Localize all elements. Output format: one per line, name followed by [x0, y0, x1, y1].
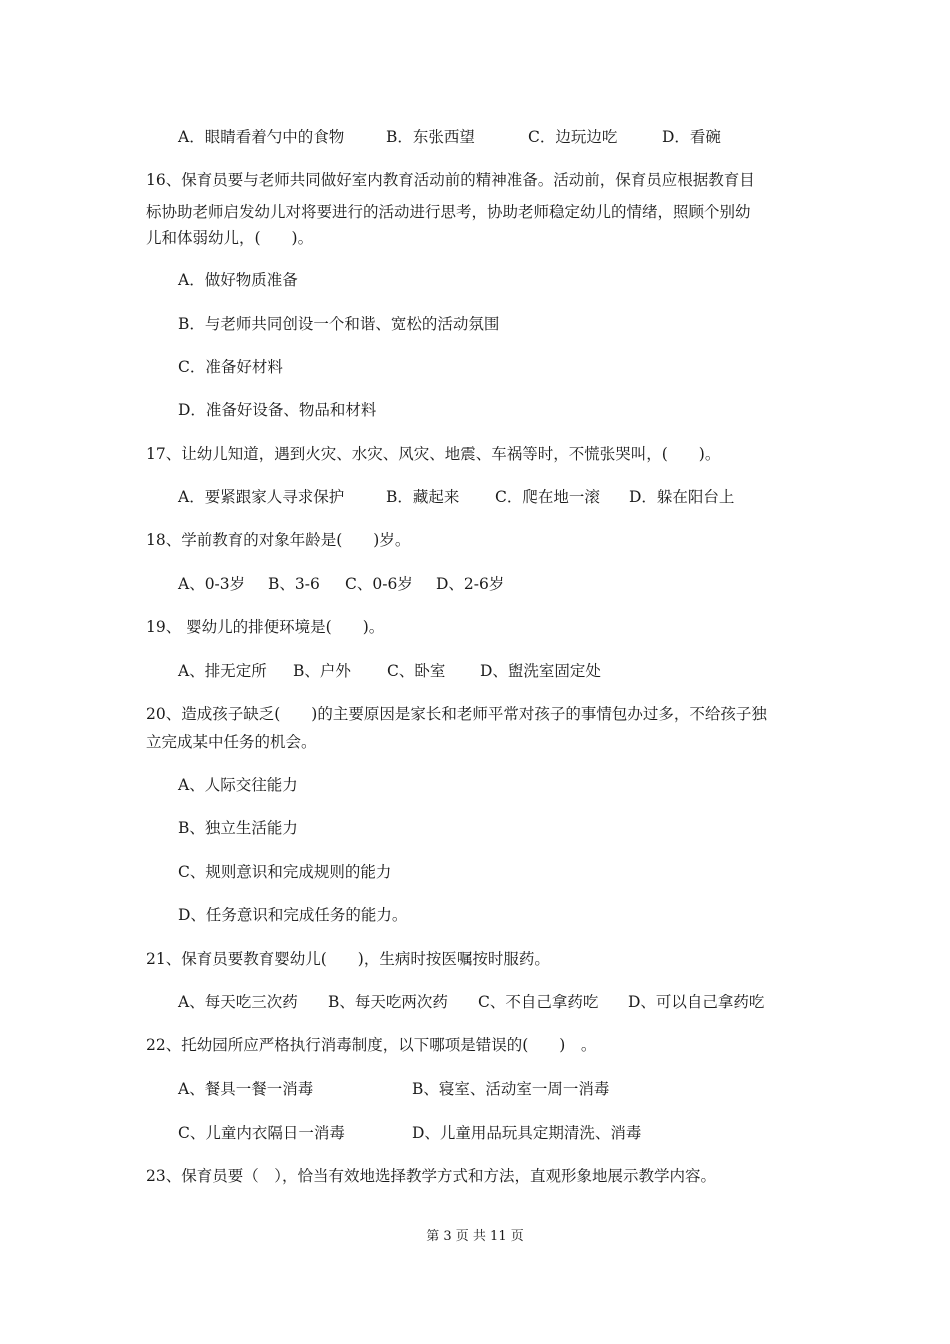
- q15-option-a: A．眼睛看着勺中的食物: [178, 128, 345, 146]
- q18-option-d: D、2-6岁: [436, 575, 505, 593]
- q15-option-d: D．看碗: [662, 128, 721, 146]
- q21-option-d: D、可以自己拿药吃: [628, 993, 765, 1011]
- q21-text: 21、保育员要教育婴幼儿( )，生病时按医嘱按时服药。: [146, 950, 550, 968]
- q16-text-line-1: 16、保育员要与老师共同做好室内教育活动前的精神准备。活动前，保育员应根据教育目: [146, 171, 755, 189]
- q19-text: 19、 婴幼儿的排便环境是( )。: [146, 618, 385, 636]
- q20-option-a: A、人际交往能力: [178, 776, 298, 794]
- q18-option-b: B、3-6: [268, 575, 320, 593]
- q16-text-line-3: 儿和体弱幼儿，( )。: [146, 229, 314, 247]
- q22-option-a: A、餐具一餐一消毒: [178, 1080, 314, 1098]
- q21-option-c: C、不自己拿药吃: [478, 993, 599, 1011]
- q16-text-line-2: 标协助老师启发幼儿对将要进行的活动进行思考，协助老师稳定幼儿的情绪，照顾个别幼: [146, 203, 751, 221]
- q18-option-a: A、0-3岁: [178, 575, 246, 593]
- q22-option-d: D、儿童用品玩具定期清洗、消毒: [412, 1124, 642, 1142]
- q17-option-c: C．爬在地一滚: [495, 488, 600, 506]
- q17-option-b: B．藏起来: [386, 488, 460, 506]
- q17-text: 17、让幼儿知道，遇到火灾、水灾、风灾、地震、车祸等时，不慌张哭叫，( )。: [146, 445, 721, 463]
- q23-text: 23、保育员要（ ），恰当有效地选择教学方式和方法，直观形象地展示教学内容。: [146, 1167, 716, 1185]
- q15-option-c: C．边玩边吃: [528, 128, 618, 146]
- q17-option-a: A．要紧跟家人寻求保护: [178, 488, 345, 506]
- q20-option-b: B、独立生活能力: [178, 819, 298, 837]
- q22-option-c: C、儿童内衣隔日一消毒: [178, 1124, 345, 1142]
- q17-option-d: D．躲在阳台上: [629, 488, 735, 506]
- q16-option-a: A．做好物质准备: [178, 271, 298, 289]
- q19-option-a: A、排无定所: [178, 662, 267, 680]
- q19-option-b: B、户外: [293, 662, 351, 680]
- q20-text-line-1: 20、造成孩子缺乏( )的主要原因是家长和老师平常对孩子的事情包办过多，不给孩子独: [146, 705, 767, 723]
- q20-option-d: D、任务意识和完成任务的能力。: [178, 906, 408, 924]
- q22-option-b: B、寝室、活动室一周一消毒: [412, 1080, 610, 1098]
- q20-option-c: C、规则意识和完成规则的能力: [178, 863, 392, 881]
- q16-option-c: C．准备好材料: [178, 358, 283, 376]
- q18-text: 18、学前教育的对象年龄是( )岁。: [146, 531, 411, 549]
- q22-text: 22、托幼园所应严格执行消毒制度，以下哪项是错误的( ) 。: [146, 1036, 597, 1054]
- q20-text-line-2: 立完成某中任务的机会。: [146, 733, 317, 751]
- q21-option-b: B、每天吃两次药: [328, 993, 448, 1011]
- q16-option-d: D．准备好设备、物品和材料: [178, 401, 377, 419]
- q18-option-c: C、0-6岁: [345, 575, 413, 593]
- q16-option-b: B．与老师共同创设一个和谐、宽松的活动氛围: [178, 315, 500, 333]
- q19-option-d: D、盥洗室固定处: [480, 662, 601, 680]
- q19-option-c: C、卧室: [387, 662, 446, 680]
- q15-option-b: B．东张西望: [386, 128, 475, 146]
- page-footer: 第 3 页 共 11 页: [426, 1229, 524, 1244]
- q21-option-a: A、每天吃三次药: [178, 993, 298, 1011]
